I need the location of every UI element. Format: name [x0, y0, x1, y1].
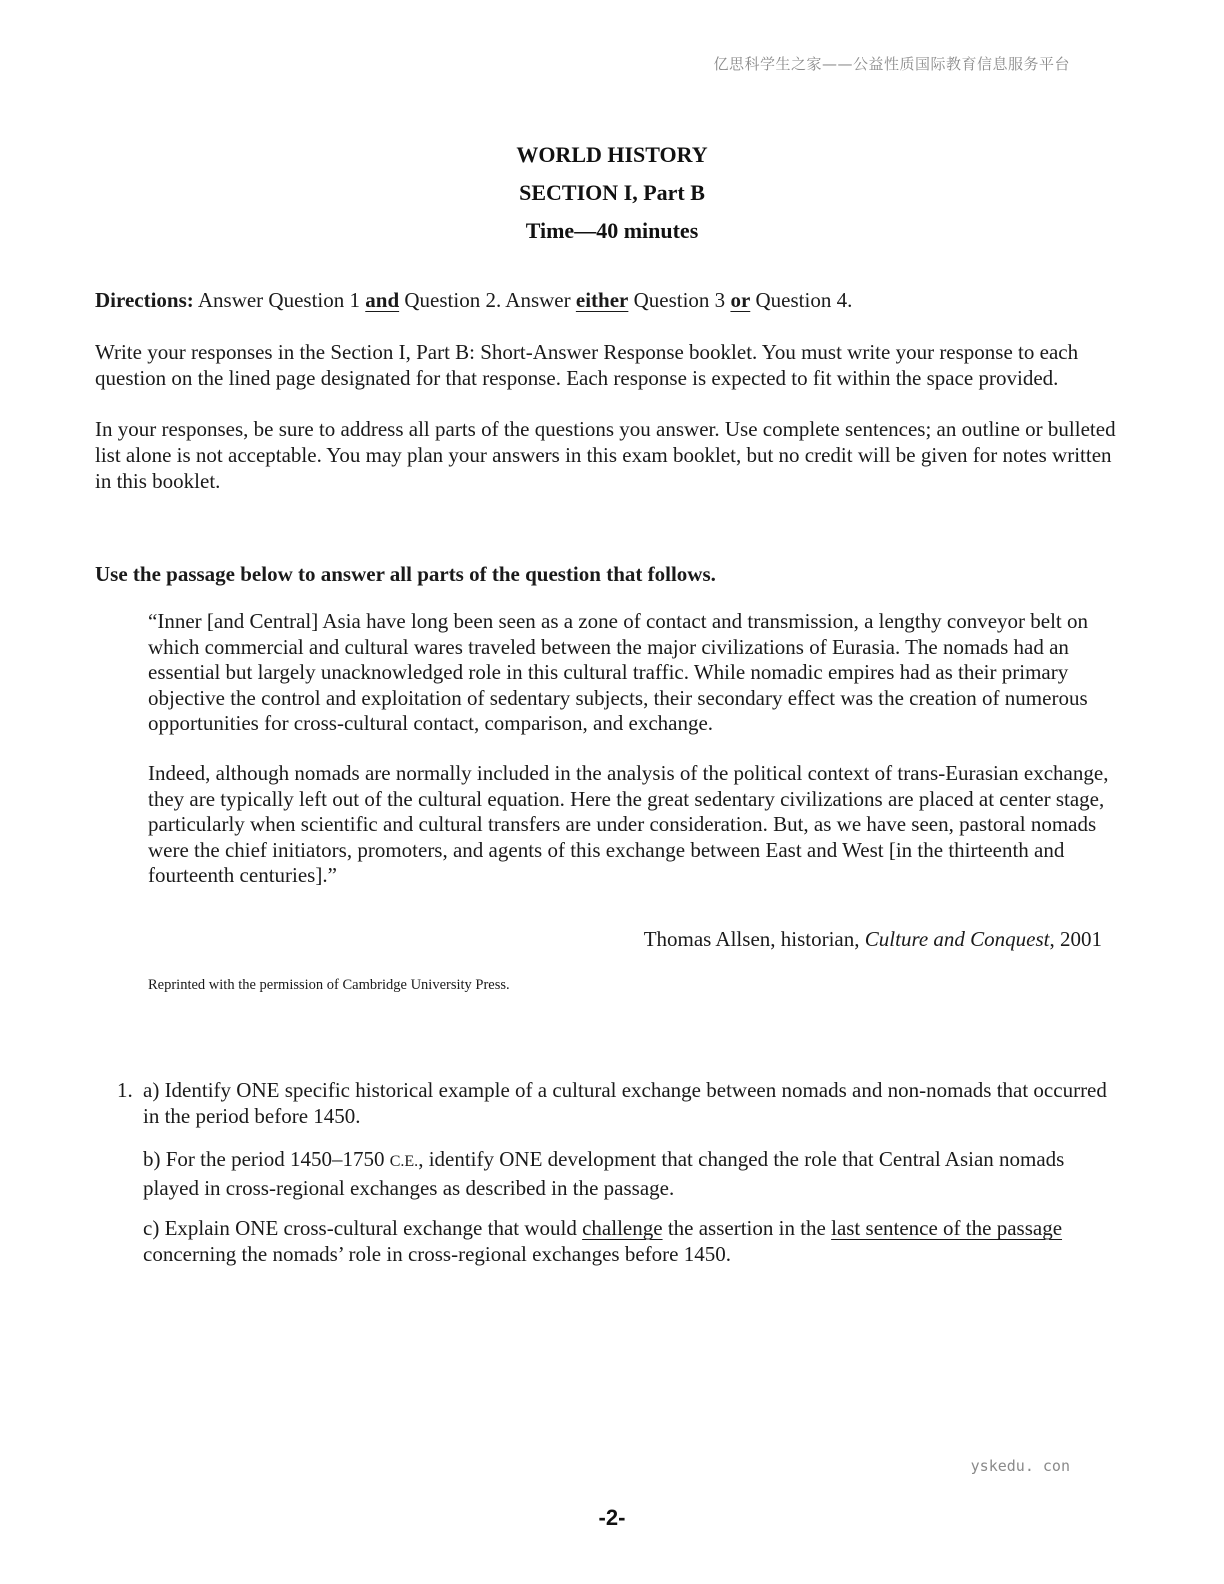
quote-paragraph-1: “Inner [and Central] Asia have long been seen as a zone of contact and transmission, a lengthy conveyor belt on which commercial and cultural wares traveled between the major civilizations of Eurasia. The nomads had an essential but largely unacknowledged role in this cultural traffic. While nomadic empires had as their primary objective the control and exploitation of sedentary subjects, their secondary effect was the creation of numerous opportunities for cross-cultural contact, comparison, and exchange. — [148, 609, 1089, 736]
part-c-text-3: concerning the nomads’ role in cross-regional exchanges before 1450. — [143, 1242, 731, 1266]
directions-and: and — [365, 288, 400, 312]
page-number: -2- — [598, 1505, 626, 1530]
reprint-notice: Reprinted with the permission of Cambridge University Press. — [148, 977, 510, 993]
directions-or: or — [730, 288, 751, 312]
part-c-challenge: challenge — [582, 1216, 663, 1240]
question-part-c — [143, 1215, 1108, 1267]
directions-text-4: Question 4. — [755, 288, 853, 312]
directions-text-1: Answer Question 1 — [197, 288, 361, 312]
directions — [95, 287, 1125, 313]
response-requirements: In your responses, be sure to address all parts of the questions you answer. Use complete sentences; an outline or bulleted list alone is not acceptable. You may plan your answers in this exam booklet, but no credit will be given for notes written in this booklet. — [95, 417, 1116, 493]
attribution-author: Thomas Allsen, historian, — [643, 927, 860, 951]
passage-intro: Use the passage below to answer all parts of the question that follows. — [95, 562, 716, 586]
attribution-year: , 2001 — [1049, 927, 1102, 951]
question-number: 1. — [117, 1078, 133, 1102]
page-header — [0, 136, 1224, 250]
quote-paragraph-2: Indeed, although nomads are normally included in the analysis of the political context of trans-Eurasian exchange, they are typically left out of the cultural equation. Here the great sedentary civilizations are placed at center stage, particularly when scientific and cultural transfers are under consideration. But, as we have seen, pastoral nomads were the chief initiators, promoters, and agents of this exchange between East and West [in the thirteenth and fourteenth centuries].” — [148, 761, 1109, 888]
section-title: SECTION I, Part B — [519, 180, 705, 205]
part-c-text-2: the assertion in the — [667, 1216, 826, 1240]
part-c-last-sentence: last sentence of the passage — [831, 1216, 1063, 1240]
directions-label: Directions: — [95, 288, 194, 312]
time-limit: Time—40 minutes — [525, 218, 699, 243]
watermark-footer: yskedu. con — [970, 1457, 1070, 1475]
attribution-work: Culture and Conquest — [864, 927, 1050, 951]
part-b-text-2: , identify ONE development that changed the role that Central Asian nomads played in cross-regional exchanges as described in the passage. — [143, 1147, 1065, 1200]
directions-either: either — [575, 288, 629, 312]
part-b-text-1: b) For the period 1450–1750 — [143, 1147, 385, 1171]
response-instructions: Write your responses in the Section I, Part B: Short-Answer Response booklet. You must write your response to each question on the lined page designated for that response. Each response is expected to fit within the space provided. — [95, 340, 1079, 390]
directions-text-2: Question 2. Answer — [404, 288, 571, 312]
watermark-header: 亿思科学生之家——公益性质国际教育信息服务平台 — [713, 55, 1070, 73]
quote-attribution — [500, 926, 1102, 952]
question-part-a: a) Identify ONE specific historical example of a cultural exchange between nomads and non-nomads that occurred in the period before 1450. — [143, 1078, 1107, 1128]
exam-title: WORLD HISTORY — [516, 142, 708, 167]
part-b-era: C.E. — [389, 1153, 419, 1170]
part-c-text-1: c) Explain ONE cross-cultural exchange that would — [143, 1216, 577, 1240]
directions-text-3: Question 3 — [633, 288, 726, 312]
question-part-b — [143, 1146, 1108, 1201]
